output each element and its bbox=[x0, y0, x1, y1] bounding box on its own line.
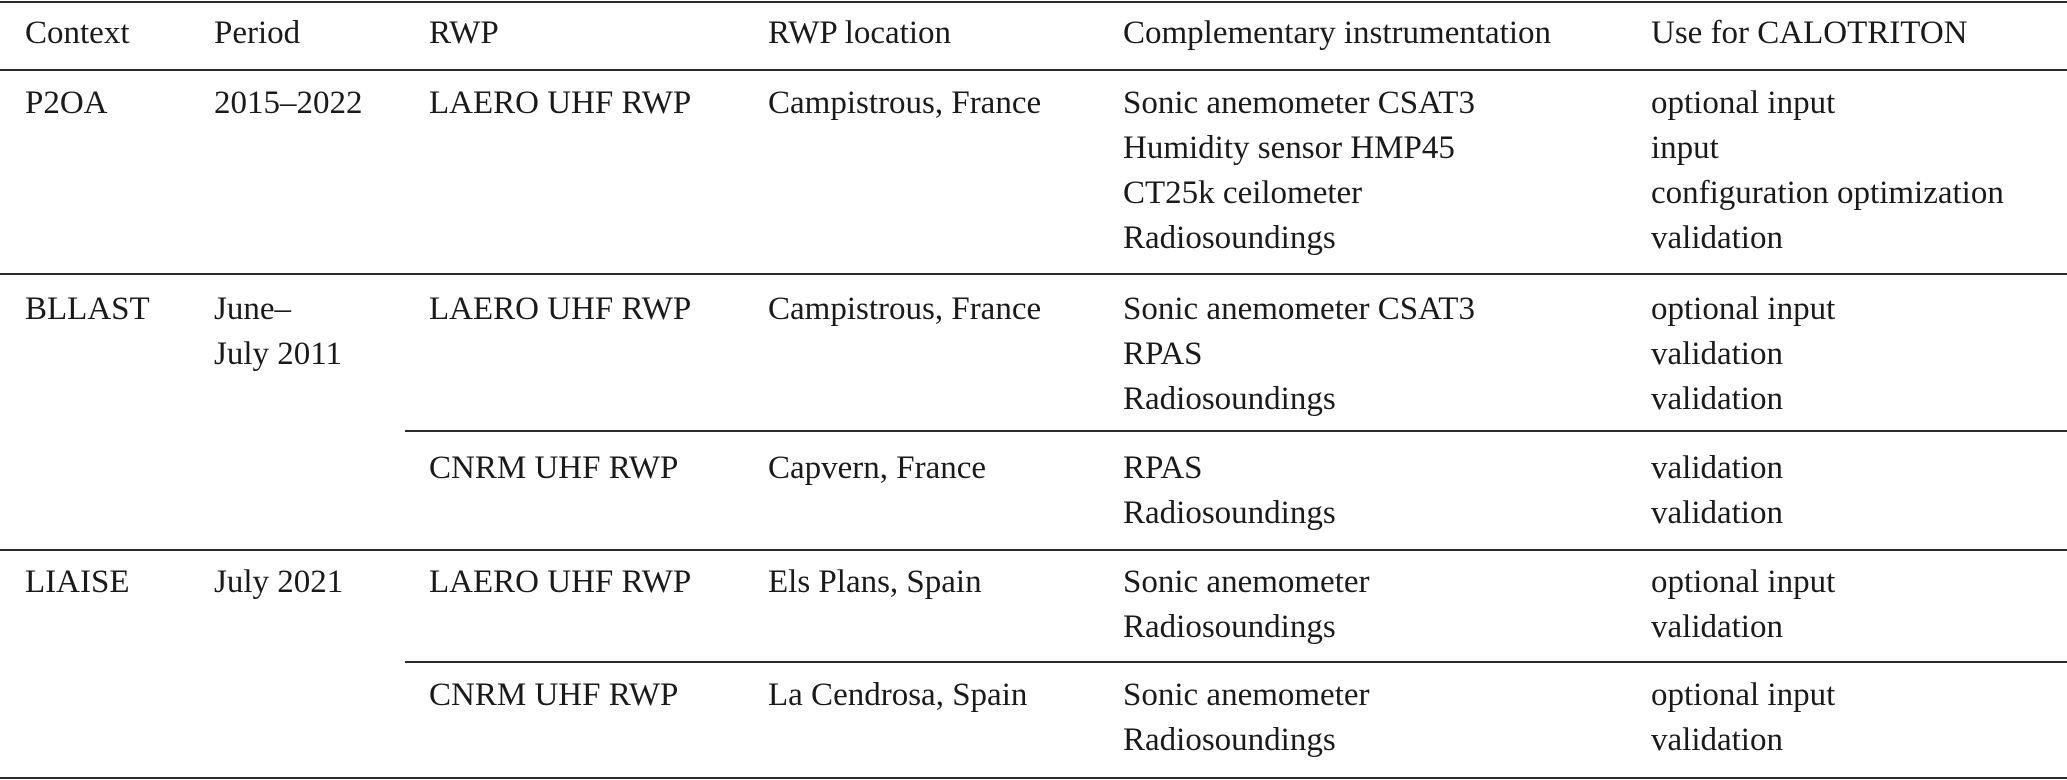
cell-instrumentation bbox=[1123, 81, 1475, 261]
instrument-line: Sonic anemometer bbox=[1123, 564, 1370, 600]
cell-location: Capvern, France bbox=[768, 450, 987, 486]
cell-location: Els Plans, Spain bbox=[768, 564, 982, 600]
cell-period bbox=[214, 287, 342, 377]
header-location: RWP location bbox=[768, 15, 952, 51]
instrument-line: Sonic anemometer bbox=[1123, 677, 1370, 713]
use-line: optional input bbox=[1651, 677, 1836, 713]
cell-use bbox=[1651, 560, 1835, 650]
use-line: validation bbox=[1651, 450, 1783, 486]
bottom-rule bbox=[0, 777, 2067, 779]
cell-instrumentation bbox=[1123, 560, 1370, 650]
instrument-line: Sonic anemometer CSAT3 bbox=[1123, 291, 1475, 327]
cell-rwp: LAERO UHF RWP bbox=[429, 85, 692, 121]
cell-instrumentation bbox=[1123, 673, 1370, 763]
period-line: 2015–2022 bbox=[214, 85, 363, 121]
use-line: validation bbox=[1651, 336, 1783, 372]
subrow-rule-bllast bbox=[405, 430, 2067, 432]
cell-period bbox=[214, 560, 343, 605]
group-rule-p2oa bbox=[0, 273, 2067, 275]
instrument-line: Radiosoundings bbox=[1123, 722, 1336, 758]
cell-use bbox=[1651, 673, 1835, 763]
cell-rwp: CNRM UHF RWP bbox=[429, 450, 679, 486]
cell-context: P2OA bbox=[25, 85, 108, 121]
use-line: optional input bbox=[1651, 291, 1836, 327]
cell-use bbox=[1651, 446, 1783, 536]
use-line: validation bbox=[1651, 722, 1783, 758]
use-line: optional input bbox=[1651, 564, 1836, 600]
cell-context: BLLAST bbox=[25, 291, 150, 327]
use-line: input bbox=[1651, 130, 1719, 166]
use-line: validation bbox=[1651, 381, 1783, 417]
header-rule bbox=[0, 69, 2067, 71]
instrument-line: RPAS bbox=[1123, 450, 1203, 486]
use-line: validation bbox=[1651, 220, 1783, 256]
use-line: validation bbox=[1651, 609, 1783, 645]
period-line: July 2011 bbox=[214, 336, 343, 372]
instrument-line: CT25k ceilometer bbox=[1123, 175, 1363, 211]
instrument-line: Radiosoundings bbox=[1123, 609, 1336, 645]
cell-context: LIAISE bbox=[25, 564, 130, 600]
cell-use bbox=[1651, 287, 1835, 422]
cell-location: La Cendrosa, Spain bbox=[768, 677, 1028, 713]
header-rwp: RWP bbox=[429, 15, 499, 51]
cell-use bbox=[1651, 81, 2004, 261]
cell-location: Campistrous, France bbox=[768, 85, 1042, 121]
instrument-line: Humidity sensor HMP45 bbox=[1123, 130, 1455, 166]
period-line: June– bbox=[214, 291, 291, 327]
instrument-line: Radiosoundings bbox=[1123, 495, 1336, 531]
instrument-line: Radiosoundings bbox=[1123, 220, 1336, 256]
subrow-rule-liaise bbox=[405, 661, 2067, 663]
cell-period bbox=[214, 81, 363, 126]
instrument-line: RPAS bbox=[1123, 336, 1203, 372]
period-line: July 2021 bbox=[214, 564, 344, 600]
header-period: Period bbox=[214, 15, 301, 51]
cell-rwp: LAERO UHF RWP bbox=[429, 291, 692, 327]
group-rule-bllast bbox=[0, 549, 2067, 551]
instrument-line: Radiosoundings bbox=[1123, 381, 1336, 417]
header-instrumentation: Complementary instrumentation bbox=[1123, 15, 1552, 51]
cell-rwp: CNRM UHF RWP bbox=[429, 677, 679, 713]
cell-instrumentation bbox=[1123, 287, 1475, 422]
header-context: Context bbox=[25, 15, 130, 51]
use-line: validation bbox=[1651, 495, 1783, 531]
top-rule bbox=[0, 1, 2067, 3]
cell-instrumentation bbox=[1123, 446, 1336, 536]
use-line: optional input bbox=[1651, 85, 1836, 121]
cell-location: Campistrous, France bbox=[768, 291, 1042, 327]
use-line: configuration optimization bbox=[1651, 175, 2004, 211]
instrument-line: Sonic anemometer CSAT3 bbox=[1123, 85, 1475, 121]
header-use: Use for CALOTRITON bbox=[1651, 15, 1968, 51]
cell-rwp: LAERO UHF RWP bbox=[429, 564, 692, 600]
